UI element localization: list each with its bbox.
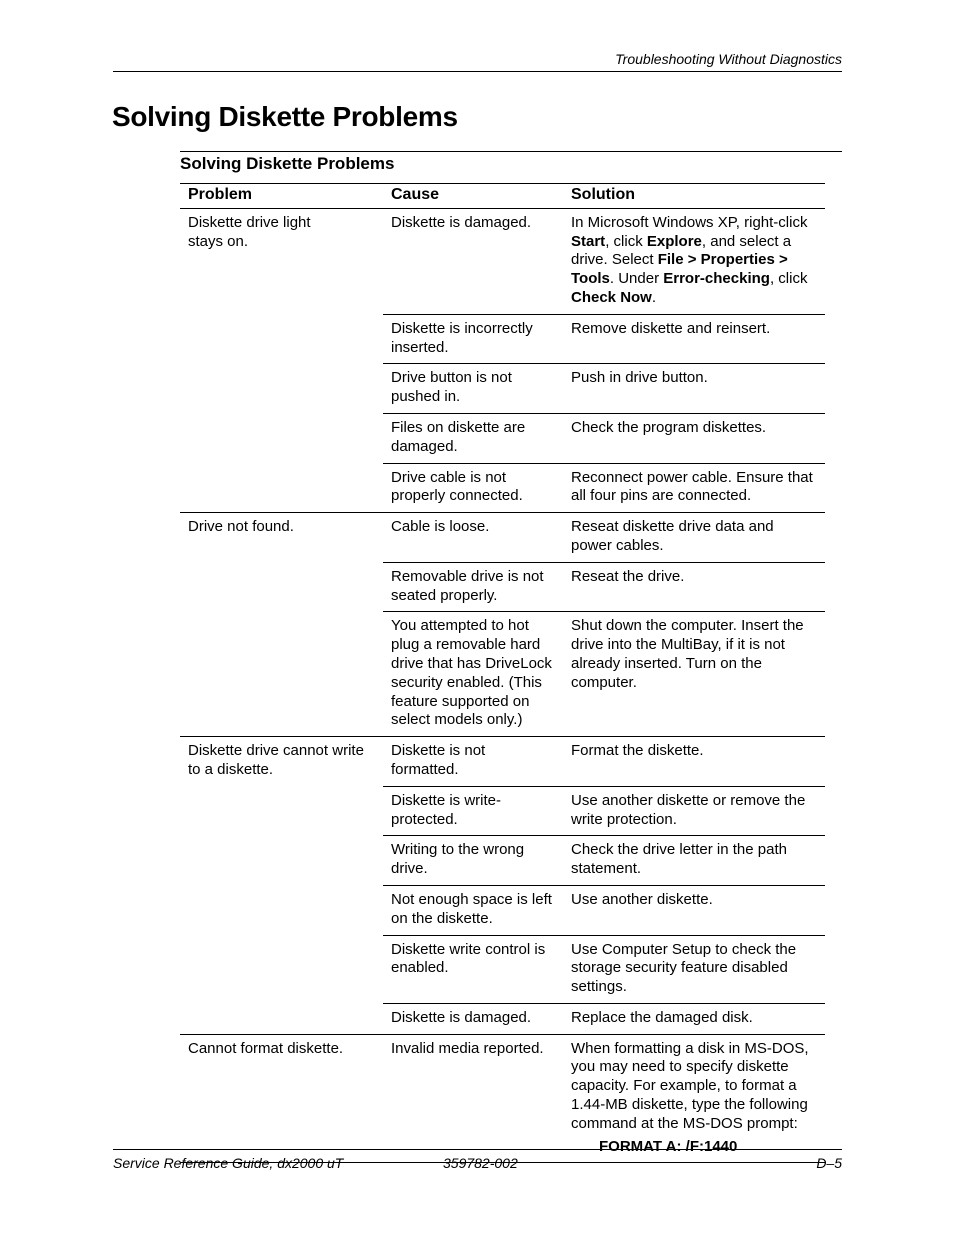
cause-cell: Cable is loose. — [383, 513, 563, 563]
page-title: Solving Diskette Problems — [112, 101, 458, 132]
solution-cell: Use another diskette. — [563, 885, 825, 935]
cause-cell: Not enough space is left on the diskette. — [383, 885, 563, 935]
solution-bold-term: Start — [571, 232, 606, 250]
cause-cell: Diskette is incorrectly inserted. — [383, 314, 563, 364]
problem-cell: Cannot format diskette. — [180, 1034, 383, 1163]
column-header-problem: Problem — [180, 184, 383, 209]
solution-bold-term: Error-checking — [663, 270, 770, 288]
dos-command: FORMAT A: /F:1440 — [599, 1137, 738, 1155]
table-header-row — [180, 184, 825, 209]
footer-part-number: 359782-002 — [443, 1155, 518, 1171]
troubleshooting-table — [180, 183, 825, 1163]
problem-cell: Drive not found. — [180, 513, 383, 737]
solution-cell: Replace the damaged disk. — [563, 1003, 825, 1034]
solution-text: When formatting a disk in MS-DOS, you may need to specify diskette capacity. For example, to format a 1.44-MB diskette, type the following command at the MS-DOS prompt: — [571, 1039, 809, 1132]
solution-text: , and select a drive. Select — [571, 232, 792, 269]
solution-cell: Use Computer Setup to check the storage security feature disabled settings. — [563, 935, 825, 1003]
solution-cell: Check the drive letter in the path statement. — [563, 836, 825, 886]
solution-text: In Microsoft Windows XP, right-click — [571, 213, 808, 231]
cause-cell: Invalid media reported. — [383, 1034, 563, 1163]
solution-cell: Push in drive button. — [563, 364, 825, 414]
solution-bold-term: Explore — [646, 232, 702, 250]
solution-cell — [563, 208, 825, 314]
solution-text: , click — [605, 232, 647, 250]
cause-cell: Diskette is damaged. — [383, 208, 563, 314]
solution-cell: Check the program diskettes. — [563, 413, 825, 463]
cause-cell: Writing to the wrong drive. — [383, 836, 563, 886]
cause-cell: Diskette is write-protected. — [383, 786, 563, 836]
cause-cell: Removable drive is not seated properly. — [383, 562, 563, 612]
solution-text: . — [651, 288, 657, 306]
solution-cell: Use another diskette or remove the write protection. — [563, 786, 825, 836]
problem-cell: Diskette drive cannot write to a diskette. — [180, 737, 383, 1035]
solution-cell: Format the diskette. — [563, 737, 825, 787]
table-row — [180, 1034, 825, 1163]
solution-cell — [563, 1034, 825, 1163]
solution-cell: Remove diskette and reinsert. — [563, 314, 825, 364]
cause-cell: Diskette is damaged. — [383, 1003, 563, 1034]
column-header-solution: Solution — [563, 184, 825, 209]
running-header: Troubleshooting Without Diagnostics — [615, 51, 842, 67]
footer-page-number: D–5 — [816, 1155, 842, 1171]
column-header-cause: Cause — [383, 184, 563, 209]
table-row — [180, 208, 825, 314]
problem-text: Diskette drive light stays on. — [188, 213, 311, 250]
cause-cell: Drive button is not pushed in. — [383, 364, 563, 414]
cause-cell: Files on diskette are damaged. — [383, 413, 563, 463]
table-row — [180, 737, 825, 787]
table-row — [180, 513, 825, 563]
solution-cell: Reseat the drive. — [563, 562, 825, 612]
solution-cell: Reconnect power cable. Ensure that all four pins are connected. — [563, 463, 825, 513]
solution-text: , click — [769, 270, 808, 288]
cause-cell: You attempted to hot plug a removable hard drive that has DriveLock security enabled. (This feature supported on select models only.) — [383, 612, 563, 737]
solution-bold-term: File > Properties > Tools — [571, 251, 788, 288]
footer-rule — [113, 1149, 842, 1150]
table-top-rule — [180, 151, 842, 152]
solution-text: . Under — [609, 270, 664, 288]
solution-cell: Reseat diskette drive data and power cables. — [563, 513, 825, 563]
cause-cell: Diskette write control is enabled. — [383, 935, 563, 1003]
cause-cell: Drive cable is not properly connected. — [383, 463, 563, 513]
problem-cell — [180, 208, 383, 512]
table-title: Solving Diskette Problems — [180, 154, 395, 173]
footer-guide-title: Service Reference Guide, dx2000 uT — [113, 1155, 344, 1171]
solution-cell: Shut down the computer. Insert the drive into the MultiBay, if it is not already inserted. Turn on the computer. — [563, 612, 825, 737]
solution-bold-term: Check Now — [571, 288, 652, 306]
cause-cell: Diskette is not formatted. — [383, 737, 563, 787]
header-rule — [113, 71, 842, 72]
